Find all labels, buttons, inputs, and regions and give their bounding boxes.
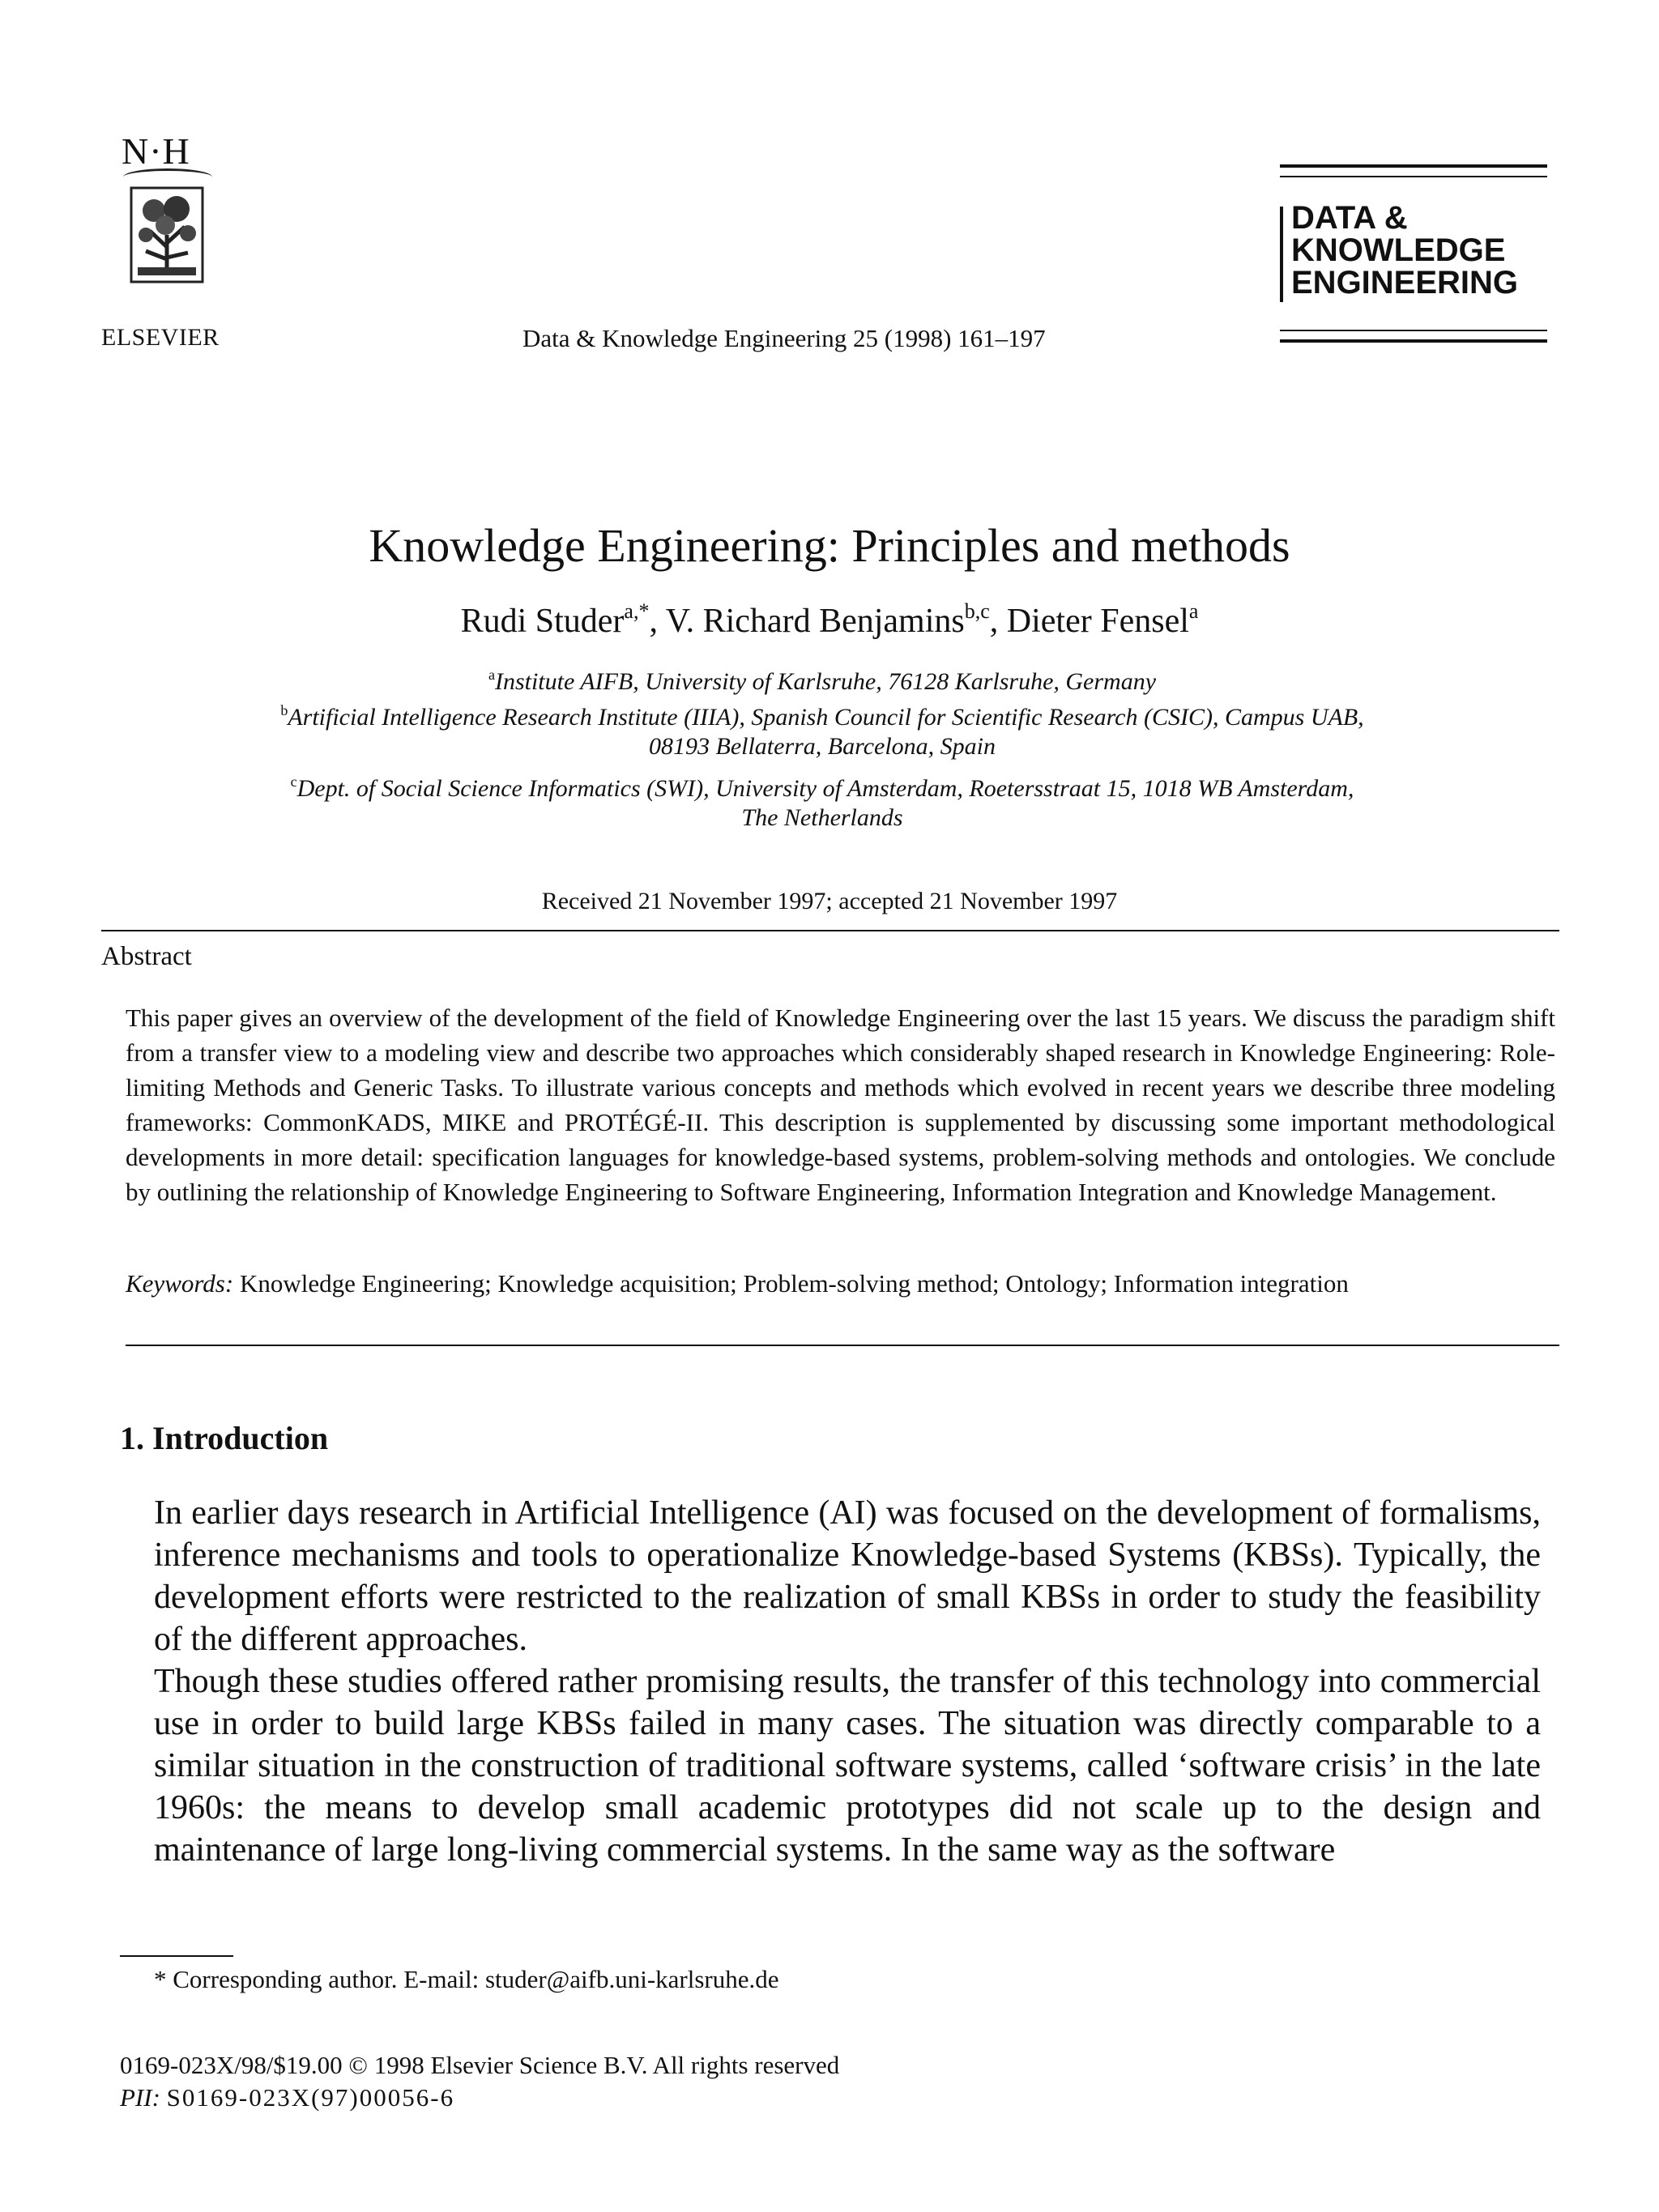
section-heading: 1. Introduction [120, 1420, 329, 1456]
author-sup: a,* [624, 599, 650, 623]
intro-paragraph-2: Though these studies offered rather promising results, the transfer of this technology into commercial use in order to build large KBSs failed in many cases. The situation was directly comparable to a similar situation in the construction of traditional software systems, called ‘software crisis’ in the late 1960s: the means to develop small academic prototypes did not scale up to the design and maintenance of large long-living commercial systems. In the same way as the software [154, 1663, 1541, 1869]
affiliation-mark: b [280, 702, 288, 718]
received-dates: Received 21 November 1997; accepted 21 November 1997 [541, 888, 1118, 914]
article-title: Knowledge Engineering: Principles and methods [369, 519, 1290, 572]
brand-rule-top [1280, 164, 1547, 177]
author-list: Rudi Studer$^{a,*}$, V. Richard Benjamins$^{b,c}$, Dieter Fensel$^a$ [460, 599, 1199, 640]
affiliation-b [97, 696, 1547, 761]
affiliation-text: Institute AIFB, University of Karlsruhe, 76128 Karlsruhe, Germany [494, 668, 1157, 695]
keywords [126, 1266, 1555, 1301]
intro-paragraph-1: In earlier days research in Artificial Intelligence (AI) was focused on the development of formalisms, inference mechanisms and tools to operationalize Knowledge-based Systems (KBSs). Typically, the development efforts were restricted to the realization of small KBSs in order to study the feasibility of the different approaches. [154, 1494, 1541, 1658]
copyright-line: 0169-023X/98/$19.00 © 1998 Elsevier Science B.V. All rights reserved [120, 2051, 840, 2079]
copyright-block [120, 2049, 839, 2114]
affiliation-mark: a [488, 667, 495, 683]
pii-value: S0169-023X(97)00056-6 [166, 2083, 455, 2112]
brand-line: DATA & [1291, 200, 1408, 236]
affiliation-a [97, 660, 1547, 697]
journal-brand [1280, 158, 1547, 344]
abstract-bottom-rule [126, 1345, 1559, 1346]
publisher-name: ELSEVIER [101, 324, 220, 351]
brand-line: ENGINEERING [1291, 265, 1519, 300]
affiliation-c [97, 767, 1547, 833]
logo-swoosh [123, 168, 212, 185]
affiliation-text-2: The Netherlands [741, 804, 903, 831]
author-name: V. Richard Benjamins [665, 603, 965, 640]
footnote: * Corresponding author. E-mail: studer@aifb.uni-karlsruhe.de [154, 1965, 779, 1993]
pii-label: PII: [120, 2083, 160, 2112]
author-sup: b,c [964, 599, 990, 623]
affiliation-text: Dept. of Social Science Informatics (SWI), University of Amsterdam, Roetersstraat 15, 1018 WB Amsterdam, [296, 775, 1354, 802]
brand-text [1291, 202, 1518, 299]
abstract-top-rule [101, 930, 1559, 931]
author-sup: a [1188, 599, 1199, 623]
footnote-rule [120, 1955, 233, 1957]
author-name: Dieter Fensel [1006, 603, 1189, 640]
brand-bar [1280, 207, 1283, 302]
brand-rule-bottom [1280, 330, 1547, 343]
elsevier-tree-icon [130, 186, 204, 283]
publisher-logo [105, 130, 235, 316]
journal-citation: Data & Knowledge Engineering 25 (1998) 161–197 [522, 324, 1046, 352]
abstract-heading: Abstract [101, 942, 192, 971]
affiliation-text: Artificial Intelligence Research Institute (IIIA), Spanish Council for Scientific Research (CSIC), Campus UAB, [288, 704, 1364, 731]
brand-line: KNOWLEDGE [1291, 232, 1506, 268]
pii-line [120, 2082, 839, 2114]
affiliation-text-2: 08193 Bellaterra, Barcelona, Spain [649, 733, 996, 760]
affiliation-mark: c [290, 774, 297, 790]
abstract-text: This paper gives an overview of the development of the field of Knowledge Engineering over the last 15 years. We discuss the paradigm shift from a transfer view to a modeling view and describe two approaches which considerably shaped research in Knowledge Engineering: Role-limiting Methods and Generic Tasks. To illustrate various concepts and methods which evolved in recent years we describe three modeling frameworks: CommonKADS, MIKE and PROTÉGÉ-II. This description is supplemented by discussing some important methodological developments in more detail: specification languages for knowledge-based systems, problem-solving methods and ontologies. We conclude by outlining the relationship of Knowledge Engineering to Software Engineering, Information Integration and Knowledge Management. [126, 1004, 1555, 1206]
author-name: Rudi Studer [460, 603, 625, 640]
keywords-label: Keywords: [126, 1269, 234, 1298]
logo-mark: N·H [122, 130, 190, 172]
keywords-text: Knowledge Engineering; Knowledge acquisition; Problem-solving method; Ontology; Information integration [239, 1269, 1349, 1298]
